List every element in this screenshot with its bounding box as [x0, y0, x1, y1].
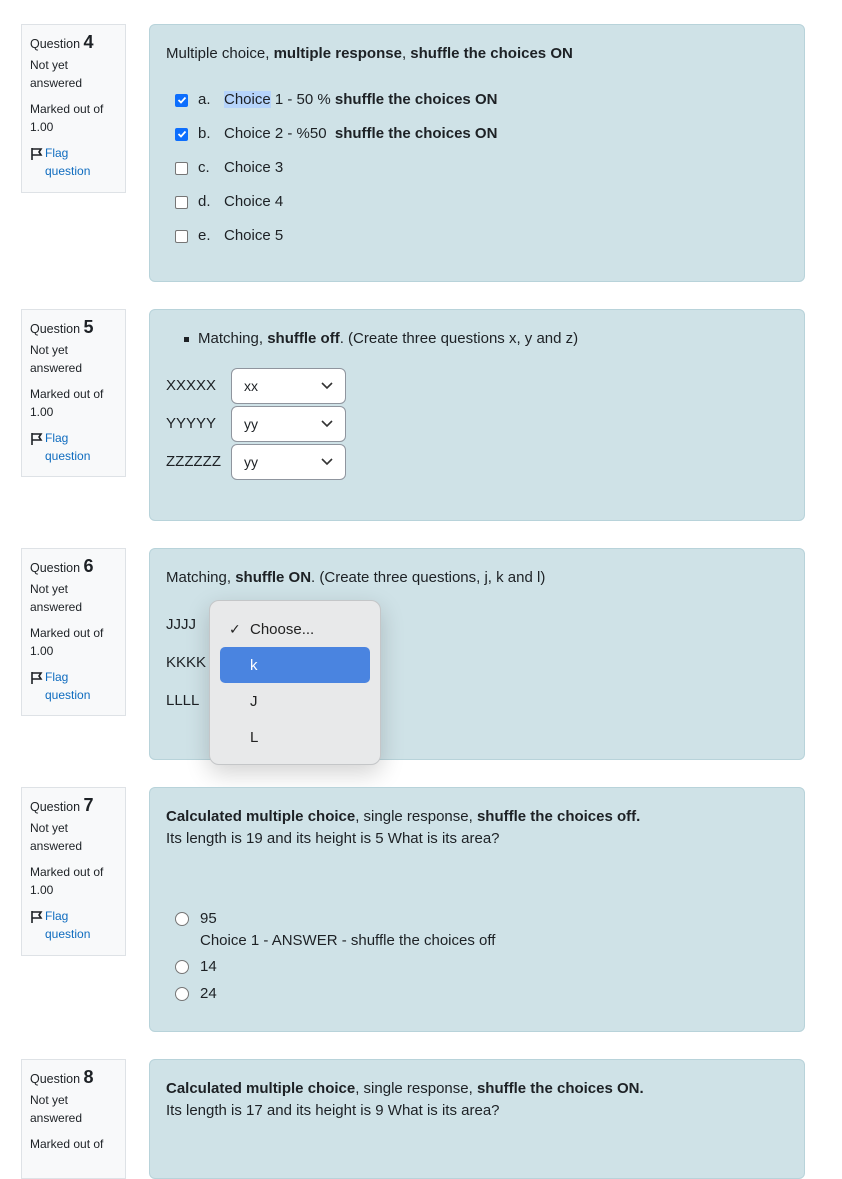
choice-b[interactable]: b. Choice 2 - %50 shuffle the choices ON: [166, 117, 788, 151]
match-select[interactable]: yy: [231, 406, 346, 442]
bullet-icon: [184, 337, 189, 342]
chevron-down-icon: [321, 458, 333, 466]
match-stem: KKKK: [166, 654, 207, 671]
checkbox[interactable]: [175, 162, 188, 175]
question-number: Question 5: [30, 317, 94, 337]
checkmark-icon: ✓: [229, 620, 241, 637]
question-text: Calculated multiple choice, single response, shuffle the choices ON.: [166, 1080, 644, 1097]
question-info-5: [21, 309, 126, 477]
question-grade: Marked out of: [30, 1137, 104, 1151]
question-grade: Marked out of 1.00: [30, 865, 104, 897]
question-number: Question 8: [30, 1067, 94, 1087]
select-dropdown-menu: [209, 600, 381, 765]
question-info-7: [21, 787, 126, 956]
question-state: Not yet answered: [30, 1093, 83, 1125]
question-content-5: [149, 309, 805, 521]
choice-label: Choice 2 - %50 shuffle the choices ON: [224, 125, 498, 142]
question-text: Multiple choice, multiple response, shuffle the choices ON: [166, 45, 573, 62]
dropdown-option-j[interactable]: J: [250, 692, 258, 710]
choice-c[interactable]: c. Choice 3: [166, 151, 788, 185]
chevron-down-icon: [321, 420, 333, 428]
flag-question-link[interactable]: Flag question: [30, 144, 117, 180]
flag-icon: [30, 910, 44, 924]
choice-label: Choice 5: [224, 227, 284, 244]
question-number: Question 4: [30, 32, 94, 52]
question-number: Question 7: [30, 795, 94, 815]
question-number: Question 6: [30, 556, 94, 576]
match-stem: LLLL: [166, 692, 200, 709]
checkbox-checked[interactable]: [175, 128, 188, 141]
choice-a[interactable]: a. Choice 1 - 50 % shuffle the choices ON: [166, 83, 788, 117]
question-info-8: [21, 1059, 126, 1179]
radio-button[interactable]: [175, 912, 189, 926]
question-info-4: [21, 24, 126, 193]
flag-question-link[interactable]: Flag question: [30, 668, 117, 704]
match-select[interactable]: xx: [231, 368, 346, 404]
match-row-x: [166, 367, 788, 405]
radio-option-3[interactable]: 24: [166, 983, 788, 1005]
question-content-7: [149, 787, 805, 1032]
checkbox[interactable]: [175, 196, 188, 209]
question-state: Not yet answered: [30, 343, 83, 375]
dropdown-option-k[interactable]: k: [220, 647, 370, 683]
question-grade: Marked out of 1.00: [30, 626, 104, 658]
question-subtext: Its length is 19 and its height is 5 What is its area?: [166, 830, 500, 847]
choice-d[interactable]: d. Choice 4: [166, 185, 788, 219]
question-state: Not yet answered: [30, 582, 83, 614]
question-state: Not yet answered: [30, 58, 83, 90]
match-stem: XXXXX: [166, 377, 217, 394]
question-subtext: Its length is 17 and its height is 9 What is its area?: [166, 1102, 500, 1119]
dropdown-option-l[interactable]: L: [250, 728, 259, 746]
question-grade: Marked out of 1.00: [30, 102, 104, 134]
question-content-4: [149, 24, 805, 282]
match-row-y: [166, 405, 788, 443]
chevron-down-icon: [321, 382, 333, 390]
question-content-8: [149, 1059, 805, 1179]
match-select[interactable]: yy: [231, 444, 346, 480]
match-row-z: [166, 443, 788, 481]
radio-option-1[interactable]: 95 Choice 1 - ANSWER - shuffle the choices off: [166, 908, 788, 952]
radio-button[interactable]: [175, 987, 189, 1001]
choice-label: Choice 3: [224, 159, 284, 176]
match-stem: YYYYY: [166, 415, 217, 432]
question-state: Not yet answered: [30, 821, 83, 853]
choice-e[interactable]: e. Choice 5: [166, 219, 788, 253]
dropdown-option-choose[interactable]: ✓ Choose...: [229, 620, 315, 638]
radio-option-2[interactable]: 14: [166, 956, 788, 978]
match-stem: ZZZZZZ: [166, 453, 221, 470]
flag-icon: [30, 671, 44, 685]
choice-label: Choice 1 - 50 % shuffle the choices ON: [224, 91, 498, 108]
checkbox-checked[interactable]: [175, 94, 188, 107]
checkbox[interactable]: [175, 230, 188, 243]
flag-icon: [30, 147, 44, 161]
match-stem: JJJJ: [166, 616, 196, 633]
flag-icon: [30, 432, 44, 446]
flag-question-link[interactable]: Flag question: [30, 429, 117, 465]
question-text: Calculated multiple choice, single response, shuffle the choices off.: [166, 808, 641, 825]
question-grade: Marked out of 1.00: [30, 387, 104, 419]
flag-question-link[interactable]: Flag question: [30, 907, 117, 943]
question-text: Matching, shuffle ON. (Create three questions, j, k and l): [166, 569, 546, 586]
choice-label: Choice 4: [224, 193, 284, 210]
question-text: Matching, shuffle off. (Create three questions x, y and z): [166, 328, 788, 350]
radio-button[interactable]: [175, 960, 189, 974]
question-info-6: [21, 548, 126, 716]
